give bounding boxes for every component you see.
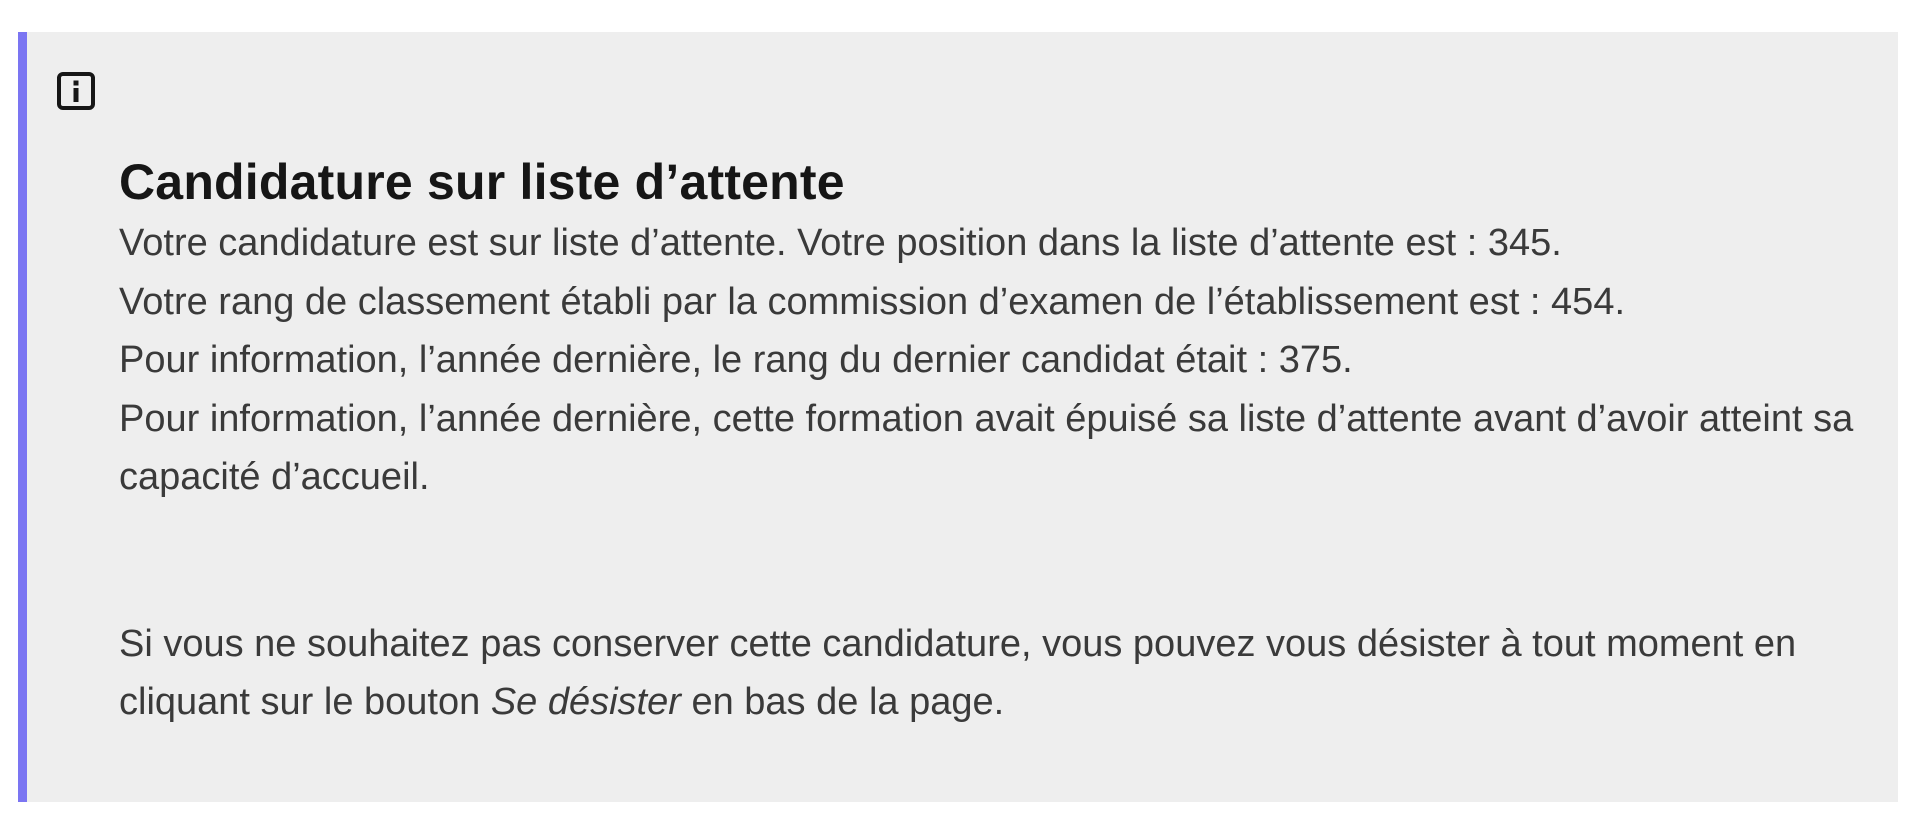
withdraw-button-reference: Se désister bbox=[490, 681, 681, 723]
withdraw-text-before: Si vous ne souhaitez pas conserver cette candidature, vous pouvez vous désister à tout moment en cliquant sur le bouton bbox=[119, 622, 1797, 723]
info-icon bbox=[56, 71, 96, 111]
last-year-rank-text: Pour information, l’année dernière, le rang du dernier candidat était : 375. bbox=[119, 339, 1353, 381]
withdraw-text-after: en bas de la page. bbox=[680, 681, 1005, 723]
waitlist-details bbox=[119, 214, 1859, 507]
withdraw-info bbox=[119, 615, 1859, 732]
waitlist-position-text: Votre candidature est sur liste d’attente. Votre position dans la liste d’attente est : 345. bbox=[119, 222, 1562, 264]
callout-accent-bar bbox=[18, 32, 27, 802]
callout-body bbox=[119, 150, 1859, 732]
waitlist-callout bbox=[18, 32, 1898, 802]
ranking-text: Votre rang de classement établi par la commission d’examen de l’établissement est : 454. bbox=[119, 280, 1626, 323]
callout-title: Candidature sur liste d’attente bbox=[119, 154, 845, 210]
last-year-waitlist-text: Pour information, l’année dernière, cette formation avait épuisé sa liste d’attente avant d’avoir atteint sa capacité d’accueil. bbox=[119, 397, 1854, 498]
